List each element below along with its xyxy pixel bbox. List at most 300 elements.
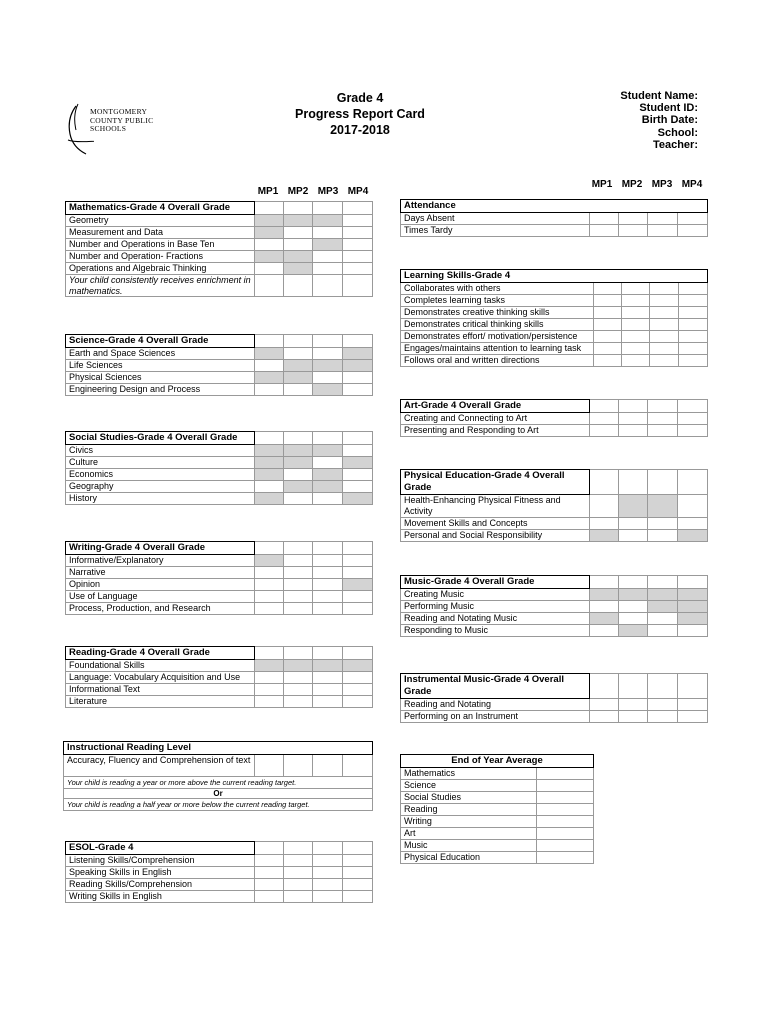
grade-cell [313, 251, 343, 263]
table-row [401, 768, 594, 780]
pe-table [400, 469, 708, 542]
grade-cell [594, 355, 622, 367]
grade-cell [619, 213, 648, 225]
grade-cell [678, 576, 708, 589]
grade-cell [678, 711, 708, 723]
table-row [401, 530, 708, 542]
grade-cell [255, 360, 284, 372]
grade-cell [622, 283, 650, 295]
grade-cell [619, 699, 648, 711]
grade-cell [537, 828, 594, 840]
grade-cell-shaded [255, 469, 284, 481]
pe-row: Movement Skills and Concepts [401, 518, 590, 530]
grade-cell [619, 425, 648, 437]
grade-cell [284, 469, 313, 481]
table-row [66, 469, 373, 481]
grade-cell [650, 295, 679, 307]
grade-cell [622, 295, 650, 307]
grade-cell [255, 891, 284, 903]
grade-cell-shaded [619, 589, 648, 601]
table-row [401, 470, 708, 495]
grade-cell [343, 445, 373, 457]
grade-cell [678, 425, 708, 437]
writing-row: Informative/Explanatory [66, 555, 255, 567]
grade-cell-shaded [343, 579, 373, 591]
music-table [400, 575, 708, 637]
grade-cell [284, 384, 313, 396]
music-row: Creating Music [401, 589, 590, 601]
eoy-row: Music [401, 840, 537, 852]
grade-cell [619, 413, 648, 425]
grade-cell [284, 335, 313, 348]
table-row [401, 674, 708, 699]
grade-cell-shaded [313, 239, 343, 251]
eoy-row: Reading [401, 804, 537, 816]
science-table [65, 334, 373, 396]
grade-cell [679, 331, 708, 343]
grade-cell [343, 227, 373, 239]
grade-cell [622, 307, 650, 319]
grade-cell [343, 251, 373, 263]
instrumental-row: Reading and Notating [401, 699, 590, 711]
table-row [401, 518, 708, 530]
grade-cell [284, 579, 313, 591]
table-row [66, 384, 373, 396]
birth-date-label: Birth Date: [641, 114, 698, 127]
mcps-logo [64, 100, 174, 160]
grade-cell-shaded [313, 215, 343, 227]
learning-row: Collaborates with others [401, 283, 594, 295]
table-row [66, 215, 373, 227]
grade-cell [537, 816, 594, 828]
grade-cell [255, 647, 284, 660]
table-row [66, 445, 373, 457]
table-row [64, 799, 373, 811]
reading-row: Foundational Skills [66, 660, 255, 672]
grade-cell [313, 227, 343, 239]
grade-cell-shaded [343, 360, 373, 372]
table-row [66, 891, 373, 903]
grade-cell-shaded [343, 348, 373, 360]
grade-cell [537, 840, 594, 852]
attendance-row: Days Absent [401, 213, 590, 225]
table-row [401, 828, 594, 840]
grade-cell [679, 355, 708, 367]
esol-row: Listening Skills/Comprehension [66, 855, 255, 867]
grade-cell [648, 530, 678, 542]
grade-cell [590, 425, 619, 437]
grade-cell-shaded [619, 625, 648, 637]
grade-cell-shaded [255, 215, 284, 227]
table-row [66, 591, 373, 603]
grade-cell [313, 542, 343, 555]
grade-cell [343, 239, 373, 251]
grade-cell [619, 530, 648, 542]
social-studies-table [65, 431, 373, 505]
grade-cell [590, 601, 619, 613]
grade-cell [313, 591, 343, 603]
grade-cell [255, 384, 284, 396]
table-row [401, 804, 594, 816]
grade-cell [255, 696, 284, 708]
grade-cell [590, 225, 619, 237]
table-row [66, 202, 373, 215]
mp1-label: MP1 [591, 179, 613, 190]
grade-cell-shaded [648, 495, 678, 518]
grade-cell [594, 283, 622, 295]
table-row [401, 589, 708, 601]
grade-cell [648, 425, 678, 437]
grade-cell [537, 792, 594, 804]
grade-cell [313, 457, 343, 469]
grade-cell-shaded [313, 384, 343, 396]
table-row [401, 270, 708, 283]
reading-row: Informational Text [66, 684, 255, 696]
grade-cell [619, 601, 648, 613]
grade-cell [343, 891, 373, 903]
art-header: Art-Grade 4 Overall Grade [401, 400, 590, 413]
music-row: Reading and Notating Music [401, 613, 590, 625]
grade-cell [343, 603, 373, 615]
table-row [401, 711, 708, 723]
grade-cell [313, 372, 343, 384]
student-id-label: Student ID: [639, 102, 698, 115]
grade-cell [255, 867, 284, 879]
grade-cell-shaded [284, 251, 313, 263]
grade-cell [313, 348, 343, 360]
mp2-label: MP2 [621, 179, 643, 190]
grade-cell [343, 684, 373, 696]
grade-cell [648, 518, 678, 530]
grade-cell [284, 867, 313, 879]
eoy-header: End of Year Average [401, 755, 594, 768]
table-row [401, 852, 594, 864]
table-row [401, 307, 708, 319]
grade-cell [537, 852, 594, 864]
grade-cell-shaded [284, 457, 313, 469]
grade-cell [284, 603, 313, 615]
grade-cell [619, 576, 648, 589]
table-row [401, 213, 708, 225]
science-row: Engineering Design and Process [66, 384, 255, 396]
grade-cell [313, 684, 343, 696]
grade-cell-shaded [313, 360, 343, 372]
grade-cell [648, 213, 678, 225]
grade-cell [343, 432, 373, 445]
grade-cell [284, 432, 313, 445]
or-label: Or [64, 789, 373, 799]
grade-cell [679, 343, 708, 355]
learning-row: Demonstrates effort/ motivation/persistence [401, 331, 594, 343]
grade-cell [284, 348, 313, 360]
grade-cell [343, 672, 373, 684]
table-row [66, 263, 373, 275]
grade-cell [255, 755, 284, 777]
table-row [66, 275, 373, 297]
grade-cell [284, 842, 313, 855]
grade-cell [284, 567, 313, 579]
grade-cell [255, 481, 284, 493]
esol-header: ESOL-Grade 4 [66, 842, 255, 855]
grade-cell [678, 495, 708, 518]
grade-cell-shaded [255, 493, 284, 505]
art-table [400, 399, 708, 437]
grade-cell [619, 400, 648, 413]
table-row [66, 493, 373, 505]
grade-cell-shaded [284, 445, 313, 457]
grade-cell [313, 335, 343, 348]
reading-row: Language: Vocabulary Acquisition and Use [66, 672, 255, 684]
math-header: Mathematics-Grade 4 Overall Grade [66, 202, 255, 215]
mp4-label: MP4 [347, 186, 369, 197]
logo-line1: MONTGOMERY [90, 107, 148, 116]
grade-cell-shaded [590, 613, 619, 625]
grade-cell [255, 432, 284, 445]
grade-cell [284, 591, 313, 603]
grade-cell [343, 567, 373, 579]
grade-cell [622, 331, 650, 343]
grade-cell [679, 283, 708, 295]
instructional-row: Accuracy, Fluency and Comprehension of text [64, 755, 255, 777]
grade-cell [313, 567, 343, 579]
math-table [65, 201, 373, 297]
grade-cell [594, 307, 622, 319]
grade-cell [650, 319, 679, 331]
table-row [66, 457, 373, 469]
table-row [401, 295, 708, 307]
music-row: Performing Music [401, 601, 590, 613]
table-row [66, 842, 373, 855]
eoy-row: Art [401, 828, 537, 840]
eoy-row: Writing [401, 816, 537, 828]
eoy-row: Physical Education [401, 852, 537, 864]
grade-cell [648, 400, 678, 413]
grade-cell [678, 213, 708, 225]
eoy-row: Social Studies [401, 792, 537, 804]
grade-cell [313, 647, 343, 660]
eoy-row: Science [401, 780, 537, 792]
grade-cell [619, 674, 648, 699]
grade-cell [343, 755, 373, 777]
grade-cell [619, 470, 648, 495]
table-row [64, 755, 373, 777]
esol-row: Writing Skills in English [66, 891, 255, 903]
music-row: Responding to Music [401, 625, 590, 637]
grade-cell [679, 319, 708, 331]
table-row [66, 432, 373, 445]
table-row [66, 348, 373, 360]
writing-table [65, 541, 373, 615]
table-row [66, 481, 373, 493]
grade-cell [590, 576, 619, 589]
table-row [401, 355, 708, 367]
table-row [66, 579, 373, 591]
art-row: Presenting and Responding to Art [401, 425, 590, 437]
table-row [66, 542, 373, 555]
logo-line2: COUNTY PUBLIC [90, 115, 154, 125]
table-row [66, 647, 373, 660]
logo-line3: SCHOOLS [90, 124, 127, 133]
writing-row: Process, Production, and Research [66, 603, 255, 615]
grade-cell [313, 855, 343, 867]
table-row [66, 672, 373, 684]
table-row [401, 816, 594, 828]
mp-header-right [587, 179, 707, 191]
student-info [620, 90, 698, 151]
math-row: Operations and Algebraic Thinking [66, 263, 255, 275]
pe-header: Physical Education-Grade 4 Overall Grade [401, 470, 590, 495]
grade-cell [648, 470, 678, 495]
grade-cell [313, 202, 343, 215]
grade-cell [343, 202, 373, 215]
title-grade: Grade 4 [336, 91, 384, 105]
grade-cell [678, 470, 708, 495]
grade-cell [537, 768, 594, 780]
table-row [401, 425, 708, 437]
grade-cell [284, 275, 313, 297]
science-row: Life Sciences [66, 360, 255, 372]
grade-cell-shaded [284, 360, 313, 372]
science-row: Earth and Space Sciences [66, 348, 255, 360]
grade-cell-shaded [313, 445, 343, 457]
grade-cell [313, 555, 343, 567]
grade-cell [313, 755, 343, 777]
grade-cell [619, 518, 648, 530]
music-header: Music-Grade 4 Overall Grade [401, 576, 590, 589]
social-row: Economics [66, 469, 255, 481]
grade-cell [313, 672, 343, 684]
grade-cell [650, 343, 679, 355]
grade-cell [648, 576, 678, 589]
grade-cell [284, 879, 313, 891]
grade-cell [679, 295, 708, 307]
grade-cell [284, 239, 313, 251]
grade-cell [678, 413, 708, 425]
grade-cell [313, 867, 343, 879]
table-row [66, 867, 373, 879]
table-row [66, 555, 373, 567]
grade-cell [648, 699, 678, 711]
grade-cell [650, 283, 679, 295]
grade-cell [590, 674, 619, 699]
grade-cell [343, 842, 373, 855]
grade-cell-shaded [648, 589, 678, 601]
grade-cell [313, 603, 343, 615]
art-row: Creating and Connecting to Art [401, 413, 590, 425]
grade-cell [343, 335, 373, 348]
table-row [401, 319, 708, 331]
grade-cell [313, 891, 343, 903]
grade-cell [313, 579, 343, 591]
grade-cell [650, 307, 679, 319]
grade-cell [594, 331, 622, 343]
grade-cell-shaded [619, 495, 648, 518]
grade-cell [255, 263, 284, 275]
grade-cell [343, 275, 373, 297]
learning-row: Engages/maintains attention to learning task [401, 343, 594, 355]
title-report: Progress Report Card [295, 107, 425, 121]
school-label: School: [657, 126, 698, 139]
grade-cell [590, 625, 619, 637]
grade-cell [678, 225, 708, 237]
grade-cell [313, 879, 343, 891]
grade-cell-shaded [255, 372, 284, 384]
grade-cell-shaded [678, 589, 708, 601]
grade-cell [255, 591, 284, 603]
grade-cell-shaded [590, 530, 619, 542]
table-row [66, 567, 373, 579]
grade-cell [255, 542, 284, 555]
table-row [401, 283, 708, 295]
social-row: History [66, 493, 255, 505]
grade-cell [622, 343, 650, 355]
grade-cell [284, 684, 313, 696]
science-row: Physical Sciences [66, 372, 255, 384]
grade-cell [678, 400, 708, 413]
grade-cell [650, 331, 679, 343]
grade-cell [255, 335, 284, 348]
grade-cell [284, 855, 313, 867]
pe-row: Health-Enhancing Physical Fitness and Activity [401, 495, 590, 518]
teacher-label: Teacher: [652, 138, 698, 151]
table-row [66, 372, 373, 384]
table-row [401, 792, 594, 804]
grade-cell [678, 674, 708, 699]
mp-header-left [253, 186, 373, 198]
report-title [270, 90, 450, 138]
below-target-note: Your child is reading a half year or more below the current reading target. [64, 799, 373, 811]
grade-cell-shaded [590, 589, 619, 601]
grade-cell [255, 567, 284, 579]
table-row [401, 495, 708, 518]
table-row [401, 625, 708, 637]
grade-cell [650, 355, 679, 367]
table-row [66, 335, 373, 348]
table-row [401, 200, 708, 213]
mp1-label: MP1 [257, 186, 279, 197]
grade-cell [343, 384, 373, 396]
grade-cell [343, 867, 373, 879]
grade-cell [313, 696, 343, 708]
grade-cell [343, 372, 373, 384]
grade-cell-shaded [313, 469, 343, 481]
grade-cell [343, 879, 373, 891]
grade-cell-shaded [284, 372, 313, 384]
table-row [66, 239, 373, 251]
learning-row: Follows oral and written directions [401, 355, 594, 367]
esol-row: Speaking Skills in English [66, 867, 255, 879]
grade-cell [590, 400, 619, 413]
mp3-label: MP3 [651, 179, 673, 190]
title-year: 2017-2018 [330, 123, 390, 137]
grade-cell [537, 804, 594, 816]
grade-cell [619, 711, 648, 723]
grade-cell [679, 307, 708, 319]
instrumental-music-table [400, 673, 708, 723]
table-row [66, 684, 373, 696]
grade-cell [255, 275, 284, 297]
grade-cell-shaded [255, 555, 284, 567]
mp3-label: MP3 [317, 186, 339, 197]
grade-cell [255, 684, 284, 696]
grade-cell [590, 413, 619, 425]
table-row [66, 360, 373, 372]
grade-cell [255, 855, 284, 867]
social-header: Social Studies-Grade 4 Overall Grade [66, 432, 255, 445]
grade-cell [648, 625, 678, 637]
grade-cell [594, 295, 622, 307]
grade-cell [648, 413, 678, 425]
